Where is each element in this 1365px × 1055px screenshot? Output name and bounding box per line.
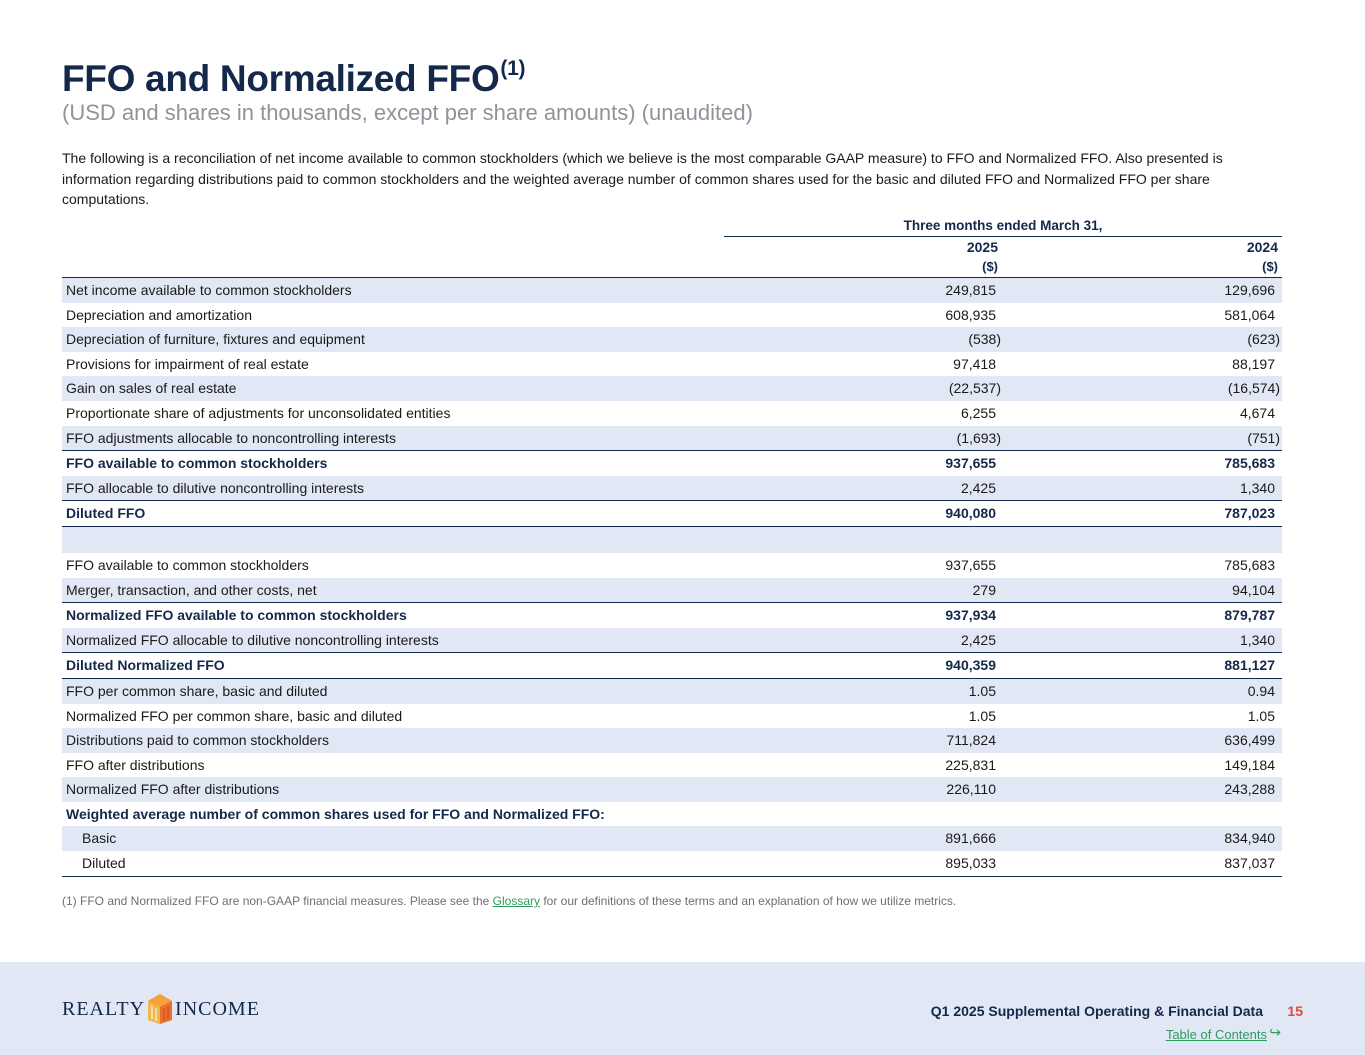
value-2025: 226,110 [946,781,996,798]
value-2024: 787,023 [1224,505,1275,522]
value-2024: 243,288 [1224,781,1275,798]
title-footnote-marker: (1) [500,56,526,80]
row-label: Normalized FFO after distributions [66,781,280,798]
units-header-row [724,257,1282,277]
value-2025: 940,080 [945,505,996,522]
row-label: Proportionate share of adjustments for unconsolidated entities [66,404,451,421]
value-2024: 785,683 [1224,455,1275,472]
table-row [62,728,1282,753]
value-2025: 891,666 [945,830,996,847]
table-row [62,426,1282,451]
row-label: Basic [82,830,117,847]
value-2024: 636,499 [1224,732,1275,749]
row-label: Provisions for impairment of real estate [66,355,309,372]
value-2025: 1.05 [968,707,996,724]
footnote: (1) FFO and Normalized FFO are non-GAAP financial measures. Please see the Glossary for our definitions of these terms and an explanation of how we utilize metrics. [62,894,957,908]
table-of-contents-link[interactable]: Table of Contents [1165,1027,1267,1042]
row-label: FFO available to common stockholders [66,556,309,573]
page-number: 15 [1287,1003,1303,1019]
row-label: FFO allocable to dilutive noncontrolling interests [66,479,365,496]
table-row [62,303,1282,328]
unit-2024-header: ($) [1262,259,1278,274]
table-row [62,553,1282,578]
value-2024: 0.94 [1247,682,1275,699]
value-2025: 711,824 [946,732,996,749]
value-2024: 149,184 [1224,756,1275,773]
row-label: Depreciation and amortization [66,306,252,323]
table-row [62,401,1282,426]
value-2025: 940,359 [945,657,996,674]
table-row [62,376,1282,401]
value-2024: 879,787 [1224,607,1275,624]
row-label: Merger, transaction, and other costs, net [66,581,317,598]
table-row [62,704,1282,729]
value-2025: 249,815 [945,282,996,298]
value-2025: (1,693) [956,429,1001,446]
table-row [62,652,1282,678]
table-row [62,802,1282,827]
table-row [62,450,1282,476]
value-2025: 937,934 [945,607,996,624]
table-row [62,578,1282,603]
value-2024: 881,127 [1224,657,1275,674]
value-2024: 4,674 [1239,404,1275,421]
table-row [62,327,1282,352]
value-2024: 88,197 [1232,355,1275,372]
row-label: Distributions paid to common stockholders [66,732,330,749]
value-2025: 1.05 [968,682,996,699]
row-label: Diluted [82,855,126,872]
table-row [62,777,1282,802]
period-header: Three months ended March 31, [724,218,1282,237]
row-label: Depreciation of furniture, fixtures and equipment [66,331,365,348]
value-2025: 279 [972,581,996,598]
page-subtitle: (USD and shares in thousands, except per share amounts) (unaudited) [62,100,753,125]
value-2024: 94,104 [1232,581,1275,598]
table-row [62,628,1282,653]
row-label: Normalized FFO available to common stockholders [66,607,407,624]
return-arrow-icon[interactable]: ↪ [1269,1024,1281,1040]
value-2025: (22,537) [948,380,1001,397]
value-2025: 895,033 [945,855,996,872]
row-label: Normalized FFO allocable to dilutive noncontrolling interests [66,631,439,648]
value-2025: 608,935 [945,306,996,323]
year-header-row [724,237,1282,257]
row-label: FFO after distributions [66,756,205,773]
row-label: Weighted average number of common shares used for FFO and Normalized FFO: [66,805,605,822]
row-label: Diluted Normalized FFO [66,657,225,674]
value-2025: 2,425 [960,631,996,648]
table-spacer-row [62,526,1282,553]
table-row [62,602,1282,628]
row-label: FFO available to common stockholders [66,455,328,472]
value-2025: (538) [968,331,1001,348]
page-footer [0,962,1365,1055]
value-2024: 1,340 [1239,479,1275,496]
logo-building-icon [147,993,173,1025]
page-title: FFO and Normalized FFO$^{(1)}$ [62,56,526,99]
year-2024-header: 2024 [1246,239,1278,255]
value-2024: (623) [1247,331,1280,348]
value-2025: 2,425 [960,479,996,496]
realty-income-logo: REALTY INCOME [62,992,260,1026]
intro-paragraph: The following is a reconciliation of net income available to common stockholders (which we believe is the most comparable GAAP measure) to FFO and Normalized FFO. Also presented is information regarding distributions paid to common stockholders and the weighted average number of common shares used for the basic and diluted FFO and Normalized FFO per share computations. [62,150,1223,208]
ffo-reconciliation-table [62,277,1282,877]
table-row [62,500,1282,526]
document-title: Q1 2025 Supplemental Operating & Financial Data [930,1003,1263,1019]
row-label: Gain on sales of real estate [66,380,237,397]
table-row [62,753,1282,778]
value-2024: 834,940 [1224,830,1275,847]
table-row [62,476,1282,501]
value-2025: 225,831 [945,756,996,773]
value-2025: 97,418 [953,355,996,372]
value-2024: 837,037 [1224,855,1275,872]
table-row [62,851,1282,876]
value-2024: 581,064 [1224,306,1275,323]
glossary-link[interactable]: Glossary [492,894,540,908]
value-2025: 937,655 [945,455,996,472]
row-label: Normalized FFO per common share, basic and diluted [66,707,403,724]
unit-2025-header: ($) [982,259,998,274]
table-row [62,278,1282,303]
value-2025: 937,655 [945,556,996,573]
table-header [724,218,1282,277]
value-2024: (16,574) [1227,380,1280,397]
value-2024: 129,696 [1224,282,1275,298]
row-label: Net income available to common stockholders [66,282,352,298]
value-2024: 785,683 [1224,556,1275,573]
table-row [62,678,1282,704]
value-2024: (751) [1247,429,1280,446]
value-2025: 6,255 [960,404,996,421]
value-2024: 1,340 [1239,631,1275,648]
row-label: FFO adjustments allocable to noncontrolling interests [66,429,396,446]
row-label: FFO per common share, basic and diluted [66,682,328,699]
value-2024: 1.05 [1247,707,1275,724]
table-row [62,352,1282,377]
row-label: Diluted FFO [66,505,146,522]
year-2025-header: 2025 [966,239,998,255]
table-row [62,826,1282,851]
